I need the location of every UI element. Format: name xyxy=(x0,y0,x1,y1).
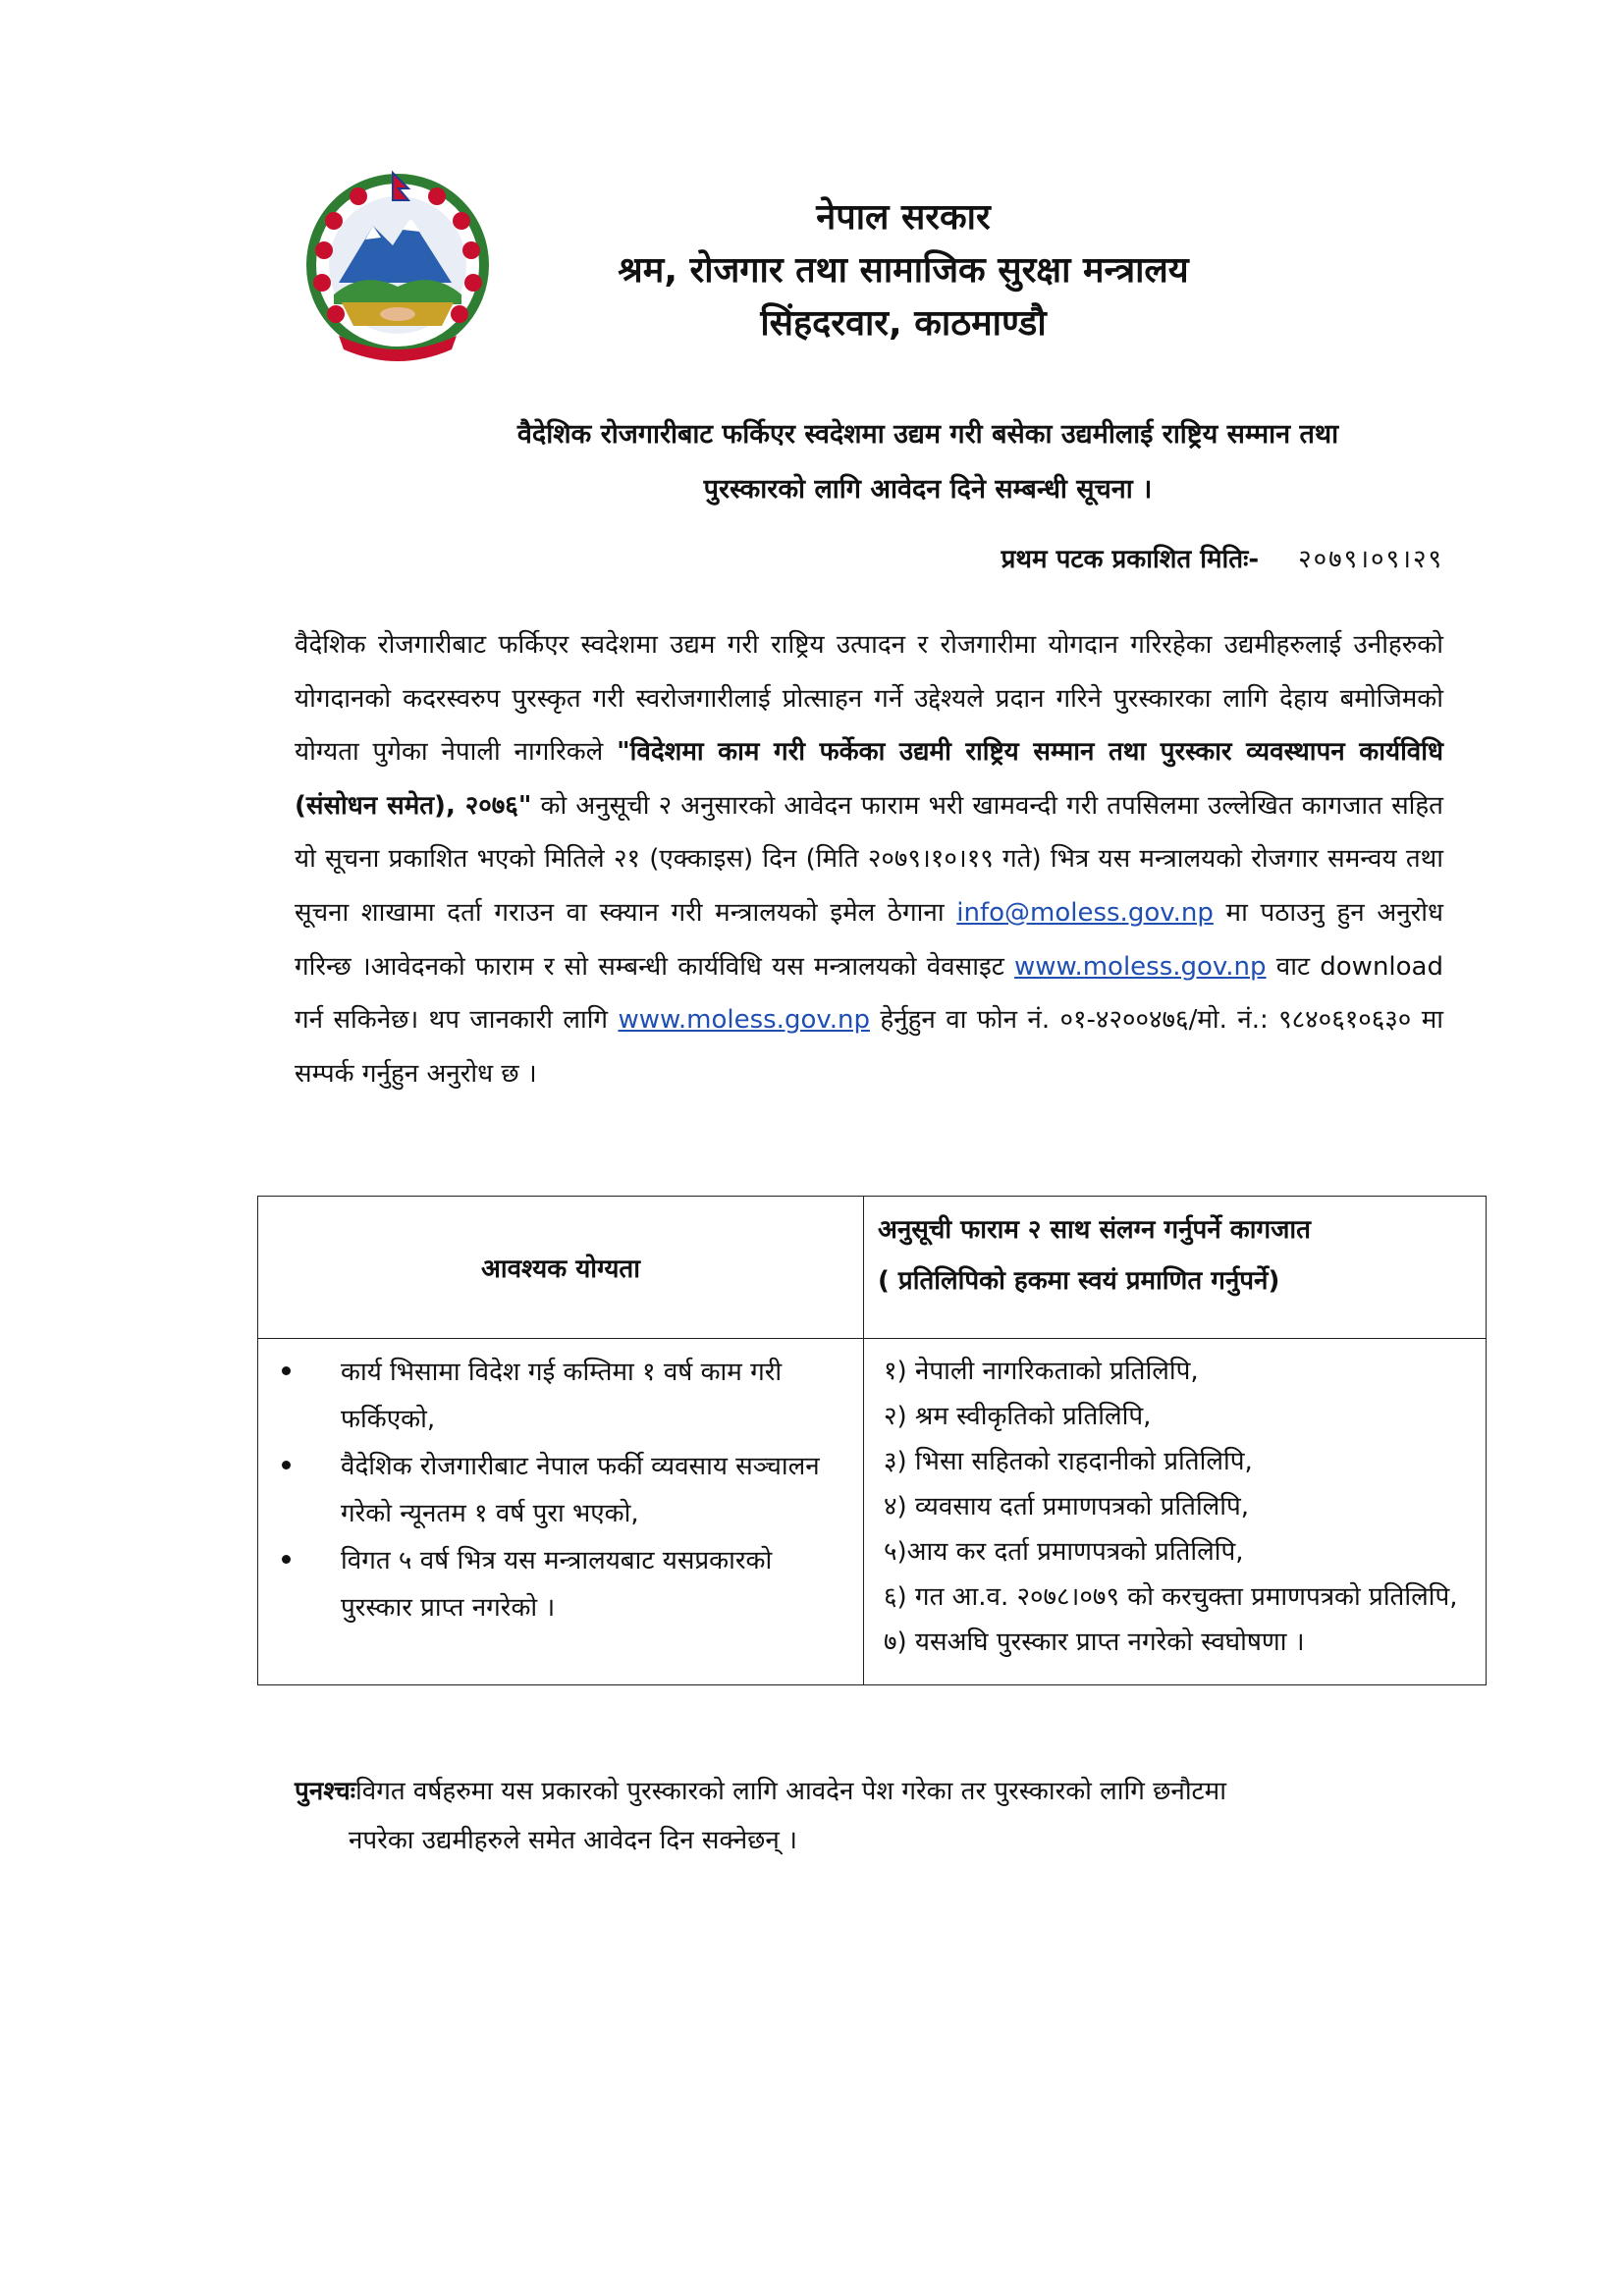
qualification-item xyxy=(278,1537,843,1631)
publication-date-label: प्रथम पटक प्रकाशित मितिः- xyxy=(1001,545,1260,574)
body-text-5: हेर्नुहुन वा फोन नं. ०१-४२००४७६/मो. नं.: ९८४०६१०६३० मा सम्पर्क गर्नुहुन अनुरोध छ । xyxy=(295,1005,1443,1089)
postscript-text-line1: विगत वर्षहरुमा यस प्रकारको पुरस्कारको लागि आवदेन पेश गरेका तर पुरस्कारको लागि छनौटमा xyxy=(355,1777,1226,1806)
qualifications-cell xyxy=(258,1339,864,1685)
col-header-documents-line1: अनुसूची फाराम २ साथ संलग्न गर्नुपर्ने कागजात xyxy=(878,1215,1311,1245)
documents-cell xyxy=(864,1339,1487,1685)
body-procedure-title: "विदेशमा काम गरी फर्केका उद्यमी राष्ट्रिय सम्मान तथा पुरस्कार व्यवस्थापन कार्यविधि (संसोधन समेत), २०७६" xyxy=(295,737,1443,821)
government-header xyxy=(511,191,1296,350)
document-item: ७) यसअघि पुरस्कार प्राप्त नगरेको स्वघोषणा । xyxy=(884,1628,1305,1657)
qualification-item xyxy=(278,1349,843,1443)
header-line-ministry: श्रम, रोजगार तथा सामाजिक सुरक्षा मन्त्रालय xyxy=(618,250,1189,291)
document-item: ४) व्यवसाय दर्ता प्रमाणपत्रको प्रतिलिपि, xyxy=(884,1492,1250,1522)
body-text-1: वैदेशिक रोजगारीबाट फर्किएर स्वदेशमा उद्यम गरी राष्ट्रिय उत्पादन र रोजगारीमा योगदान गरिरहेका उद्यमीहरुलाई उनीहरुको योगदानको कदरस्वरुप पुरस्कृत गरी स्वरोजगारीलाई प्रोत्साहन गर्ने उद्देश्यले प्रदान गरिने पुरस्कारका लागि देहाय बमोजिमको योग्यता पुगेका नेपाली नागरिकले xyxy=(295,630,1443,768)
nepal-government-emblem-icon xyxy=(295,167,501,363)
header-line-government: नेपाल सरकार xyxy=(816,197,991,238)
qualification-text: विगत ५ वर्ष भित्र यस मन्त्रालयबाट यसप्रकारको पुरस्कार प्राप्त नगरेको । xyxy=(341,1546,773,1623)
qualification-item xyxy=(278,1443,843,1537)
website-link-info[interactable]: www.moless.gov.np xyxy=(618,1005,870,1036)
bullet-icon xyxy=(282,1555,291,1564)
postscript-note xyxy=(295,1767,1443,1865)
notice-title-line1: वैदेशिक रोजगारीबाट फर्किएर स्वदेशमा उद्यम गरी बसेका उद्यमीलाई राष्ट्रिय सम्मान तथा xyxy=(516,419,1339,450)
table-row xyxy=(258,1339,1487,1685)
notice-title xyxy=(412,407,1443,517)
header-line-address: सिंहदरवार, काठमाण्डौ xyxy=(760,303,1047,344)
table-header-row xyxy=(258,1197,1487,1339)
document-item: ३) भिसा सहितको राहदानीको प्रतिलिपि, xyxy=(884,1447,1253,1476)
document-item: १) नेपाली नागरिकताको प्रतिलिपि, xyxy=(884,1357,1199,1386)
document-item: ५)आय कर दर्ता प्रमाणपत्रको प्रतिलिपि, xyxy=(884,1537,1244,1567)
postscript-label: पुनश्चः xyxy=(295,1777,356,1806)
publication-date-value: २०७९।०९।२९ xyxy=(1298,545,1443,574)
body-text-2: को अनुसूची २ अनुसारको आवेदन फाराम भरी खामवन्दी गरी तपसिलमा उल्लेखित कागजात सहित यो सूचना प्रकाशित भएको मितिले २१ (एक्काइस) दिन (मिति २०७९।१०।१९ गते) भित्र यस मन्त्रालयको रोजगार समन्वय तथा सूचना शाखामा दर्ता गराउन वा स्क्यान गरी मन्त्रालयको इमेल ठेगाना xyxy=(295,790,1443,928)
qualification-text: कार्य भिसामा विदेश गई कम्तिमा १ वर्ष काम गरी फर्किएको, xyxy=(341,1358,783,1434)
col-header-documents-line2: ( प्रतिलिपिको हकमा स्वयं प्रमाणित गर्नुपर्ने) xyxy=(878,1266,1280,1296)
document-item: ६) गत आ.व. २०७८।०७९ को करचुक्ता प्रमाणपत्रको प्रतिलिपि, xyxy=(884,1582,1458,1612)
email-link[interactable]: info@moless.gov.np xyxy=(956,897,1214,928)
notice-title-line2: पुरस्कारको लागि आवेदन दिने सम्बन्धी सूचना । xyxy=(703,474,1153,505)
bullet-icon xyxy=(282,1366,291,1375)
publication-date-line xyxy=(864,540,1443,575)
requirements-table xyxy=(257,1196,1487,1685)
website-link-download[interactable]: www.moless.gov.np xyxy=(1014,951,1267,982)
postscript-text-line2: नपरेका उद्यमीहरुले समेत आवेदन दिन सक्नेछन् । xyxy=(349,1826,797,1855)
col-header-documents xyxy=(864,1197,1487,1339)
col-header-qualification: आवश्यक योग्यता xyxy=(258,1197,864,1339)
body-text-3: मा पठाउनु हुन अनुरोध गरिन्छ ।आवेदनको फाराम र सो सम्बन्धी कार्यविधि यस मन्त्रालयको वेवसाइट xyxy=(295,897,1443,982)
qualification-text: वैदेशिक रोजगारीबाट नेपाल फर्की व्यवसाय सञ्चालन गरेको न्यूनतम १ वर्ष पुरा भएको, xyxy=(341,1452,820,1528)
bullet-icon xyxy=(282,1461,291,1469)
document-item: २) श्रम स्वीकृतिको प्रतिलिपि, xyxy=(884,1402,1152,1431)
body-text-4: वाट download गर्न सकिनेछ। थप जानकारी लागि xyxy=(295,951,1443,1036)
notice-body-paragraph xyxy=(295,618,1443,1100)
